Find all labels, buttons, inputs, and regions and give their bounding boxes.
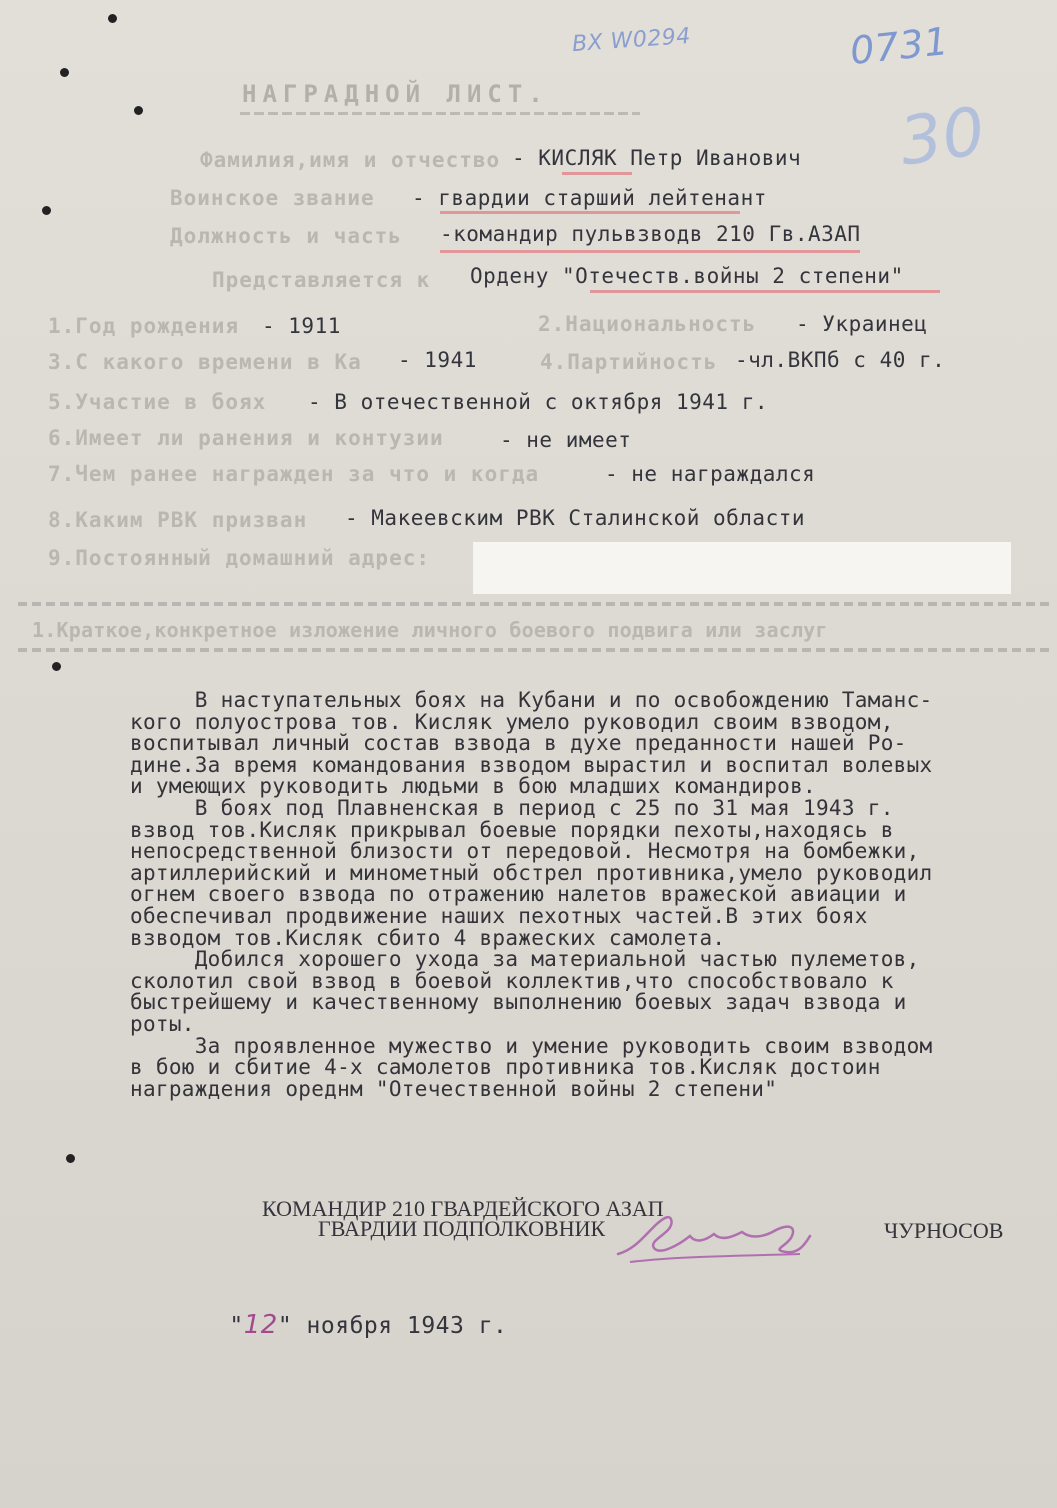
archive-number: 0731	[847, 18, 951, 74]
signature-line-2: ГВАРДИИ ПОДПОЛКОВНИК	[318, 1216, 606, 1241]
document-title: НАГРАДНОЙ ЛИСТ.	[242, 80, 549, 108]
title-underline	[240, 112, 640, 115]
field-8-value: - Макеевским РВК Сталинской области	[345, 506, 806, 530]
present-value: Ордену "Отечеств.войны 2 степени"	[470, 264, 904, 288]
punch-hole	[66, 1154, 75, 1163]
present-label: Представляется к	[212, 268, 431, 292]
handwritten-signature	[610, 1196, 820, 1276]
rank-red-underline	[440, 211, 740, 214]
body-text-line: быстрейшему и качественному выполнению боевых задач взвода и	[130, 990, 907, 1015]
field-2-label: 2.Национальность	[538, 312, 757, 336]
field-8-label: 8.Каким РВК призван	[48, 508, 308, 532]
field-5-label: 5.Участие в боях	[48, 390, 267, 414]
punch-hole	[52, 662, 61, 671]
fio-value: - КИСЛЯК Петр Иванович	[512, 146, 802, 170]
field-1-label: 1.Год рождения	[48, 314, 240, 338]
body-text-line: и умеющих руководить людьми в бою младших командиров.	[130, 774, 816, 799]
field-1-value: - 1911	[262, 314, 341, 338]
body-text-line: В наступательных боях на Кубани и по освобождению Таманс-	[130, 688, 933, 712]
body-text-line: взводом тов.Кисляк сбито 4 вражеских самолета.	[130, 925, 726, 950]
fio-label: Фамилия,имя и отчество	[200, 148, 501, 172]
signature-name: ЧУРНОСОВ	[884, 1218, 1004, 1243]
separator-top	[18, 602, 1053, 606]
fio-red-underline	[562, 172, 632, 175]
body-text-line: в бою и сбитие 4-х самолетов противника тов.Кисляк достоин	[130, 1055, 881, 1080]
address-redaction-box	[473, 542, 1011, 594]
body-text-line: непосредственной близости от передовой. Несмотря на бомбежки,	[130, 839, 920, 864]
punch-hole	[134, 106, 143, 115]
body-text-line: дине.За время командования взводом вырастил и воспитал волевых	[130, 752, 933, 777]
present-red-underline	[590, 290, 940, 293]
post-label: Должность и часть	[170, 224, 402, 248]
body-text-line: За проявленное мужество и умение руководить своим взводом	[130, 1033, 933, 1058]
date-rest: " ноября 1943 г.	[277, 1313, 508, 1339]
body-text-line: награждения ореднм "Отечественной войны 2 степени"	[130, 1076, 778, 1101]
body-text-line: воспитывал личный состав взвода в духе преданности нашей Ро-	[130, 731, 907, 756]
body-text-line: взвод тов.Кисляк прикрывал боевые порядки пехоты,находясь в	[130, 817, 894, 842]
rank-value: - гвардии старший лейтенант	[412, 186, 767, 210]
field-2-value: - Украинец	[796, 312, 928, 336]
field-4-label: 4.Партийность	[540, 350, 718, 374]
separator-bottom	[18, 648, 1053, 652]
field-4-value: -чл.ВКПб с 40 г.	[735, 348, 946, 372]
punch-hole	[108, 14, 117, 23]
post-red-underline	[440, 250, 860, 253]
signature-line-1: КОМАНДИР 210 ГВАРДЕЙСКОГО АЗАП	[262, 1196, 664, 1221]
rank-label: Воинское звание	[170, 186, 375, 210]
date-open-quote: "	[229, 1313, 244, 1339]
body-text-line: обеспечивал продвижение наших пехотных частей.В этих боях	[130, 904, 868, 928]
body-text-line: огнем своего взвода по отражению налетов вражеской авиации и	[130, 882, 907, 907]
field-6-label: 6.Имеет ли ранения и контузии	[48, 426, 444, 450]
date-day: 12	[243, 1310, 278, 1340]
field-6-value: - не имеет	[500, 428, 632, 452]
post-value: -командир пульвзводв 210 Гв.АЗАП	[440, 222, 861, 246]
archive-stamp: ВХ W0294	[571, 23, 692, 58]
body-text-line: кого полуострова тов. Кисляк умело руководил своим взводом,	[130, 709, 894, 734]
body-text-line: сколотил свой взвод в боевой коллектив,что способствовало к	[130, 968, 894, 993]
field-7-value: - не награждался	[605, 462, 816, 486]
section-heading: 1.Краткое,конкретное изложение личного боевого подвига или заслуг	[32, 618, 828, 642]
field-3-value: - 1941	[398, 348, 477, 372]
field-9-label: 9.Постоянный домашний адрес:	[48, 546, 431, 570]
punch-hole	[60, 68, 69, 77]
body-text-line: роты.	[130, 1012, 195, 1036]
date-line	[172, 1284, 507, 1366]
page-number: 30	[895, 92, 990, 181]
body-text-line: артиллерийский и минометный обстрел противника,умело руководил	[130, 860, 933, 885]
field-5-value: - В отечественной с октября 1941 г.	[308, 390, 769, 414]
punch-hole	[42, 206, 51, 215]
body-text-line: В боях под Плавненская в период с 25 по 31 мая 1943 г.	[130, 796, 894, 820]
field-7-label: 7.Чем ранее награжден за что и когда	[48, 462, 540, 486]
field-3-label: 3.С какого времени в Ка	[48, 350, 362, 374]
body-text-line: Добился хорошего ухода за материальной частью пулеметов,	[130, 947, 920, 972]
